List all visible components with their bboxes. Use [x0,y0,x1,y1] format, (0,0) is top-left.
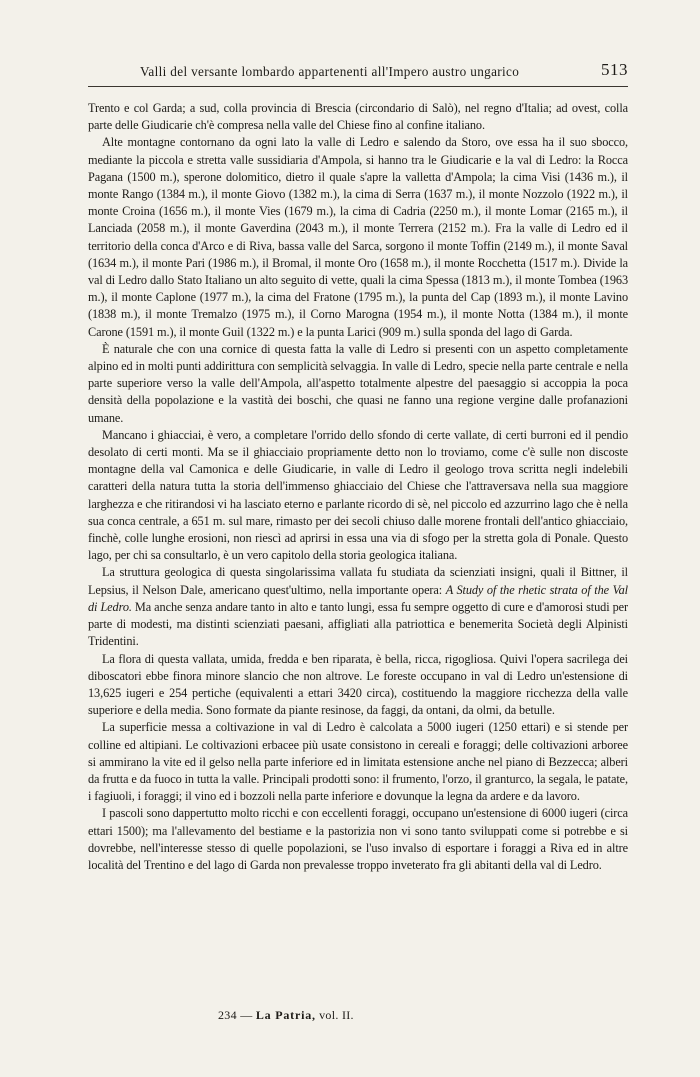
paragraph-5-text-before: La struttura geologica di questa singolarissima vallata fu studiata da scienziati insigni, quali il Bittner, il Lepsius, il Nelson Dale, americano quest'ultimo, nella importante opera: [88,565,628,597]
paragraph-6: La flora di questa vallata, umida, fredda e ben riparata, è bella, ricca, rigogliosa. Quivi l'opera sacrilega dei diboscatori ebbe finora minore slancio che non altrove. Le foreste occupano in val di Ledro un'estensione di 13,625 iugeri e 254 pertiche (equivalenti a ettari 3420 circa), costituendo la maggiore ricchezza della valle superiore e della media. Sono formate da piante resinose, da faggi, da ontani, da olmi, da betulle. [88,651,628,718]
journal-name: La Patria, [255,1008,316,1022]
paragraph-4: Mancano i ghiacciai, è vero, a completare l'orrido dello sfondo di certe vallate, di certi burroni ed il pendio desolato di certi monti. Ma se il ghiacciaio propriamente detto non lo troviamo, come c'è sulle non discoste montagne della val Camonica e delle Giudicarie, in valle di Ledro il geologo trova scritta negli indelebili caratteri della natura tutta la storia dell'immenso ghiacciaio del Chiese che l'attraversava nella sua maggiore larghezza e che ritirandosi vi ha lasciato eterno e parlante ricordo di sè, nel piccolo ed azzurrino lago che è nella sua conca centrale, a 651 m. sul mare, rimasto per dei secoli chiuso dalle morene frontali dell'antico ghiacciaio, finchè, colle lunghe erosioni, non riescì ad aprirsi in essa una via di sfogo per la stretta gola di Ponale. Questo lago, per chi sa consultarlo, è un vero capitolo della storia geologica italiana. [88,427,628,563]
running-header [88,60,628,87]
paragraph-5 [88,564,628,650]
running-title: Valli del versante lombardo appartenenti all'Impero austro ungarico [140,64,520,79]
volume-label: vol. II. [319,1008,354,1022]
body-text [88,100,628,874]
paragraph-2: Alte montagne contornano da ogni lato la valle di Ledro e salendo da Storo, ove essa ha il suo sbocco, mediante la piccola e stretta valle sussidiaria d'Ampola, si hanno tra le Giudicarie e la val di Ledro: la Rocca Pagana (1500 m.), sperone dolomitico, dietro il quale s'apre la valletta d'Ampola; la cima Visi (1436 m.), il monte Rango (1384 m.), il monte Giovo (1382 m.), la cima di Serra (1637 m.), il monte Nozzolo (1922 m.), il monte Croina (1656 m.), il monte Vies (1679 m.), la cima di Cadria (2250 m.), il monte Lomar (2165 m.), il Lanciada (2058 m.), il monte Gaverdina (2043 m.), il monte Terrera (2152 m.). Fra la valle di Ledro ed il territorio della conca d'Arco e di Riva, bassa valle del Sarca, sorgono il monte Toffin (2149 m.), il monte Saval (1634 m.), il monte Pari (1986 m.), il Bromal, il monte Oro (1658 m.), il monte Rocchetta (1517 m.). Divide la val di Ledro dallo Stato Italiano un alto seguito di vette, quali la cima Spessa (1813 m.), il monte Tombea (1963 m.), il monte Caplone (1977 m.), la cima del Fratone (1795 m.), la punta del Cap (1893 m.), il monte Lavino (1838 m.), il monte Tremalzo (1975 m.), il Corno Marogna (1954 m.), il monte Notta (1384 m.), il monte Carone (1591 m.), il monte Guil (1322 m.) e la punta Larici (909 m.) sulla sponda del lago di Garda. [88,135,628,339]
paragraph-5-text-after: Ma anche senza andare tanto in alto e tanto lungi, essa fu sempre oggetto di cure e d'amorosi studi per parte di modesti, ma distinti scienziati paesani, affigliati alla patriottica e benemerita Società degli Alpinisti Tridentini. [88,599,628,649]
paragraph-1: Trento e col Garda; a sud, colla provincia di Brescia (circondario di Salò), nel regno d'Italia; ad ovest, colla parte delle Giudicarie ch'è compresa nella valle del Chiese fino al confine italiano. [88,101,628,133]
signature-footer [218,1008,354,1023]
paragraph-3: È naturale che con una cornice di questa fatta la valle di Ledro si presenti con un aspetto completamente alpino ed in molti punti addirittura con semplicità selvaggia. In valle di Ledro, specie nella parte centrale e nella parte superiore verso la valle dell'Ampola, all'aspetto totalmente alpestre del paesaggio si accoppia la poca densità della popolazione e la vastità dei boschi, che quasi ne fanno una regione vergine dalle profanazioni umane. [88,341,628,425]
paragraph-7: La superficie messa a coltivazione in val di Ledro è calcolata a 5000 iugeri (1250 ettari) e si stende per colline ed altipiani. Le coltivazioni erbacee più usate consistono in cereali e foraggi; delle coltivazioni arboree si ammirano la vite ed il gelso nella parte inferiore ed in limitata estensione anche nel piano di Bezzecca; alberi da frutta e da fuoco in tutta la valle. Principali prodotti sono: il frumento, l'orzo, il granturco, la segala, le patate, i fagiuoli, i foraggi; il vino ed i bozzoli nella parte inferiore e dovunque la legna da ardere e da lavoro. [88,720,628,804]
signature-mark: 234 — [218,1008,253,1022]
paragraph-8: I pascoli sono dappertutto molto ricchi e con eccellenti foraggi, occupano un'estensione di 6000 iugeri (circa ettari 1500); ma l'allevamento del bestiame e la pastorizia non vi sono tanto sviluppati come si potrebbe e si dovrebbe, nell'interesse stesso di quelle popolazioni, se l'uso invalso di esportare i foraggi a Riva ed in altre località del Trentino e del lago di Garda non prevalesse troppo inveterato fra gli abitanti della val di Ledro. [88,806,628,872]
book-title-italic: A Study of the rhetic strata of the Val di Ledro. [88,582,628,614]
page-number: 513 [601,60,628,79]
